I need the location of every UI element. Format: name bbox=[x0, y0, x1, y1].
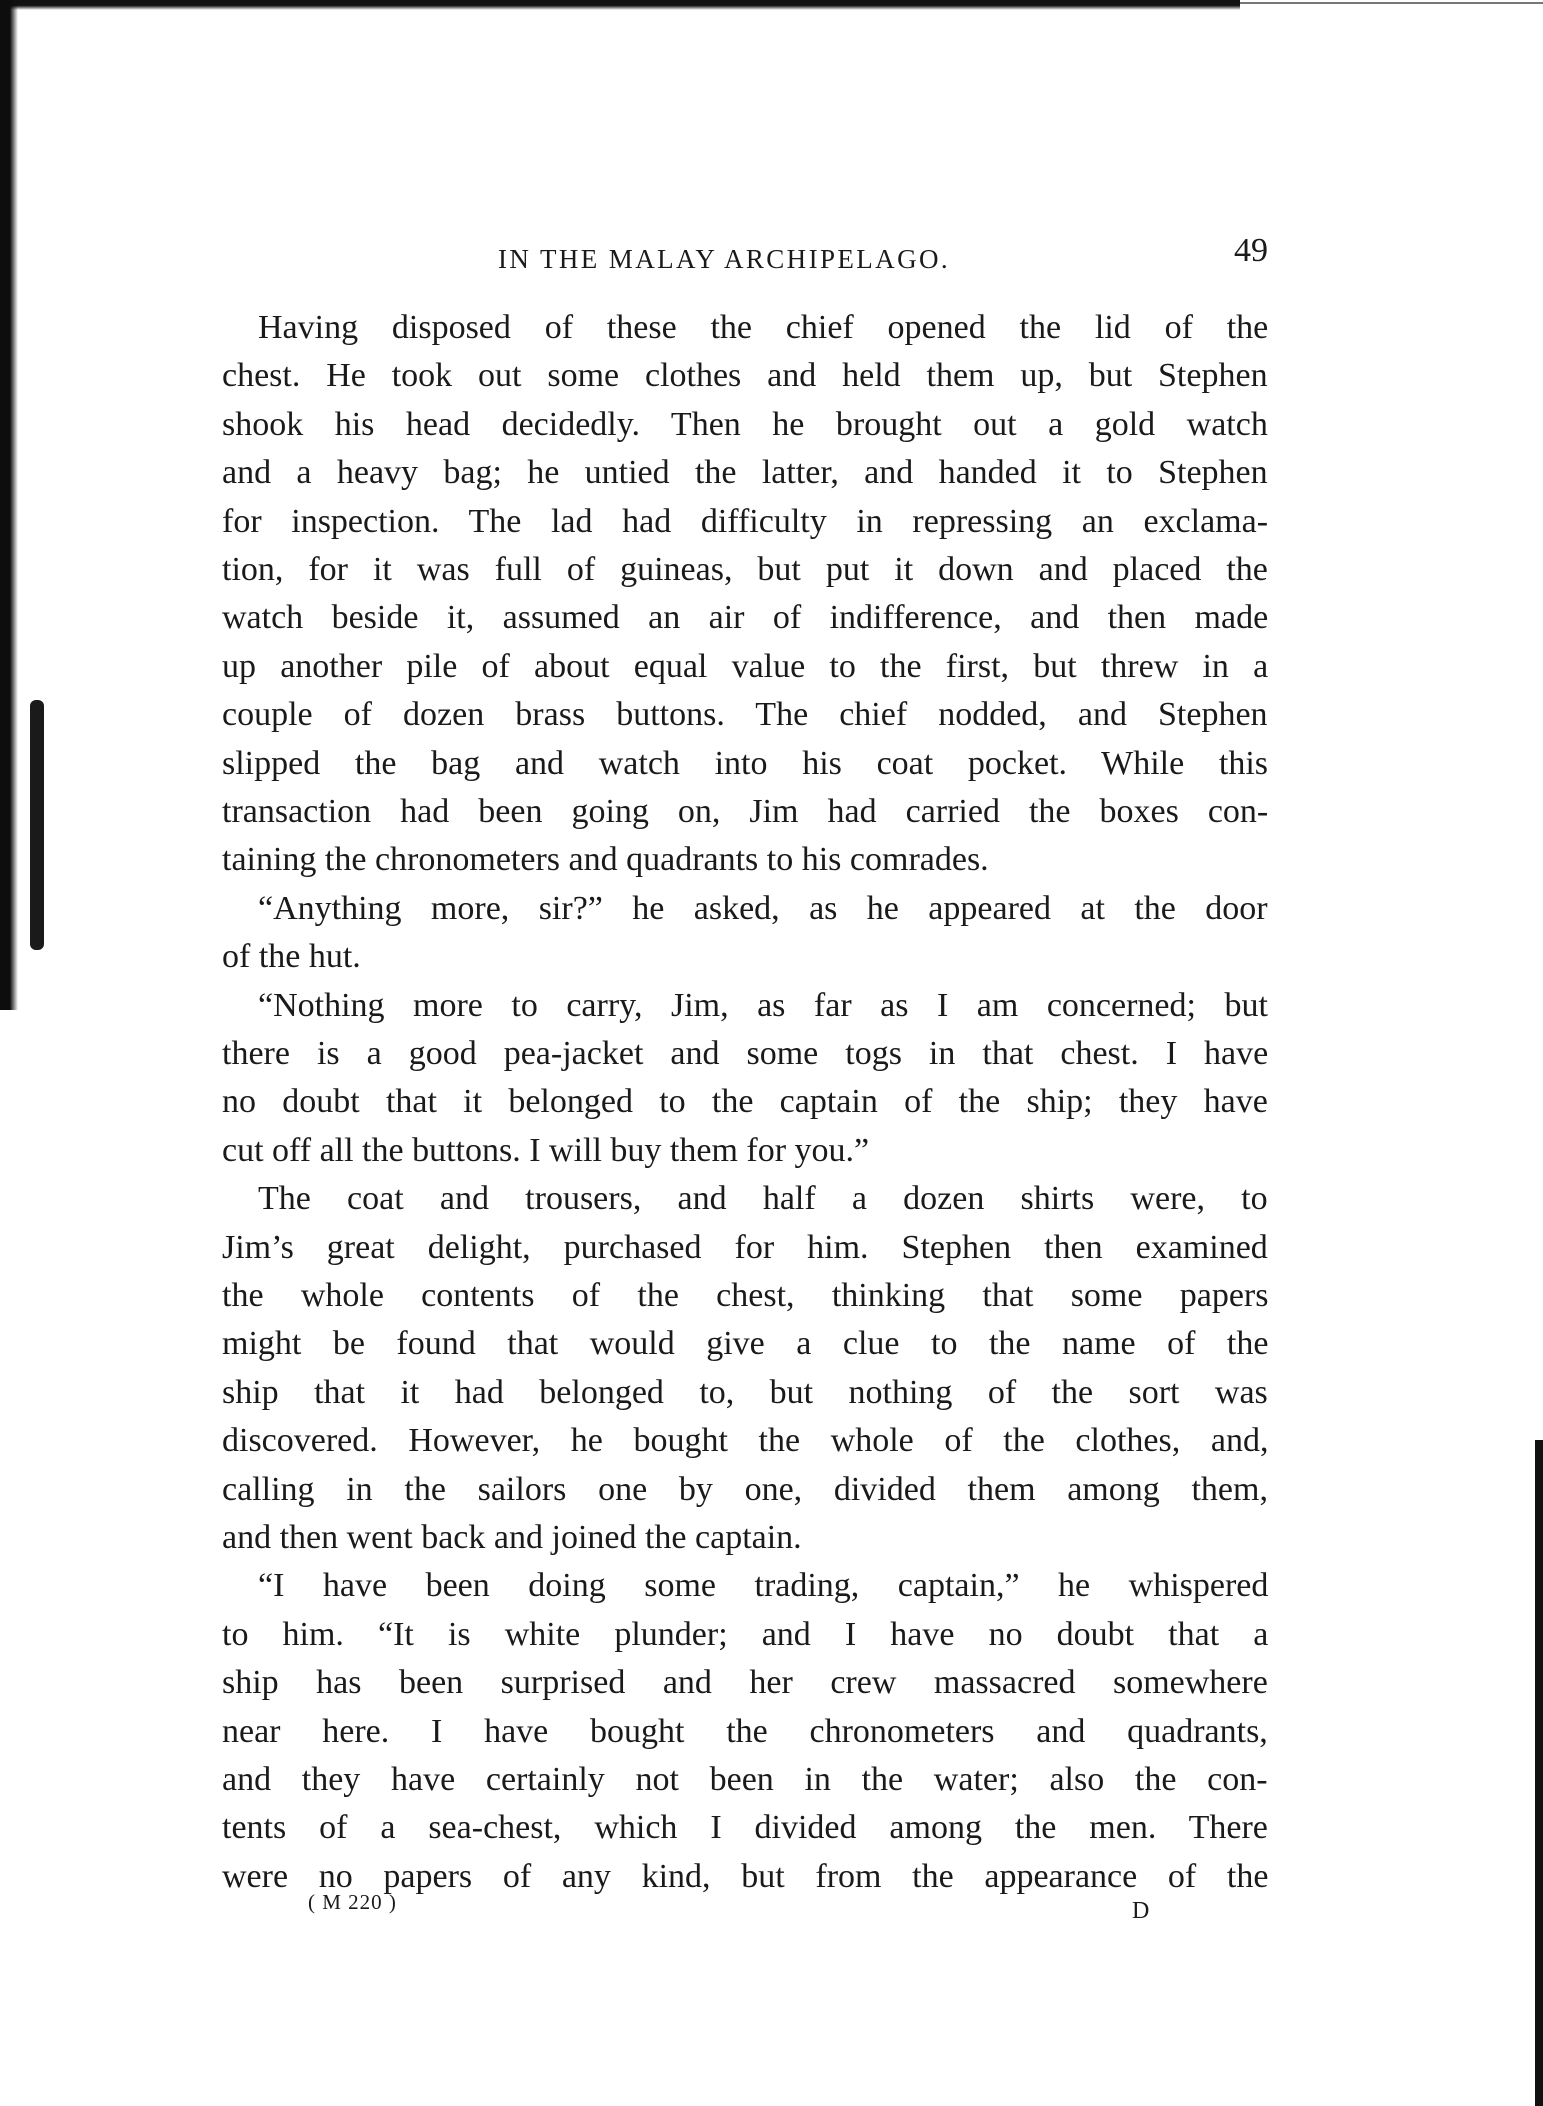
gathering-letter: D bbox=[1132, 1898, 1150, 1924]
text-line: watch beside it, assumed an air of indifference, and then made bbox=[222, 599, 1269, 637]
text-line: The coat and trousers, and half a dozen shirts were, to bbox=[258, 1180, 1268, 1218]
text-line: “I have been doing some trading, captain,” he whispered bbox=[258, 1567, 1269, 1605]
text-line: Jim’s great delight, purchased for him. Stephen then examined bbox=[222, 1228, 1268, 1266]
text-line: slipped the bag and watch into his coat pocket. While this bbox=[222, 744, 1269, 782]
text-line: were no papers of any kind, but from the appearance of the bbox=[222, 1857, 1269, 1895]
text-line: couple of dozen brass buttons. The chief nodded, and Stephen bbox=[222, 696, 1268, 734]
text-line: “Anything more, sir?” he asked, as he appeared at the door bbox=[258, 889, 1268, 927]
text-line: there is a good pea-jacket and some togs in that chest. I have bbox=[222, 1035, 1269, 1072]
text-line: taining the chronometers and quadrants to his comrades. bbox=[222, 841, 989, 879]
text-line: up another pile of about equal value to the first, but threw in a bbox=[222, 647, 1269, 685]
text-line: transaction had been going on, Jim had carried the boxes con- bbox=[222, 793, 1269, 830]
text-line: tion, for it was full of guineas, but put it down and placed the bbox=[222, 551, 1268, 588]
text-line: and then went back and joined the captain. bbox=[222, 1519, 802, 1556]
text-line: might be found that would give a clue to the name of the bbox=[222, 1325, 1269, 1363]
text-line: Having disposed of these the chief opened the lid of the bbox=[258, 309, 1269, 346]
signature-mark: ( M 220 ) bbox=[308, 1890, 397, 1914]
text-line: for inspection. The lad had difficulty in repressing an exclama- bbox=[222, 502, 1269, 540]
text-line: calling in the sailors one by one, divided them among them, bbox=[222, 1470, 1268, 1508]
text-line: tents of a sea-chest, which I divided among the men. There bbox=[222, 1809, 1268, 1847]
text-line: of the hut. bbox=[222, 938, 361, 976]
text-line: near here. I have bought the chronometers and quadrants, bbox=[222, 1712, 1268, 1750]
text-line: chest. He took out some clothes and held them up, but Stephen bbox=[222, 357, 1268, 395]
text-line: shook his head decidedly. Then he brought out a gold watch bbox=[222, 405, 1268, 443]
text-line: the whole contents of the chest, thinking that some papers bbox=[222, 1277, 1269, 1314]
text-line: to him. “It is white plunder; and I have no doubt that a bbox=[222, 1615, 1269, 1653]
text-line: discovered. However, he bought the whole of the clothes, and, bbox=[222, 1422, 1269, 1460]
text-line: and they have certainly not been in the water; also the con- bbox=[222, 1761, 1268, 1798]
text-line: ship that it had belonged to, but nothing of the sort was bbox=[222, 1373, 1268, 1411]
text-line: and a heavy bag; he untied the latter, and handed it to Stephen bbox=[222, 454, 1268, 492]
running-head: IN THE MALAY ARCHIPELAGO. bbox=[498, 244, 951, 274]
page-number: 49 bbox=[1234, 232, 1268, 269]
text-line: ship has been surprised and her crew massacred somewhere bbox=[222, 1664, 1268, 1702]
text-line: no doubt that it belonged to the captain of the ship; they have bbox=[222, 1083, 1268, 1121]
text-line: “Nothing more to carry, Jim, as far as I am concerned; but bbox=[258, 986, 1268, 1024]
text-line: cut off all the buttons. I will buy them for you.” bbox=[222, 1131, 870, 1169]
